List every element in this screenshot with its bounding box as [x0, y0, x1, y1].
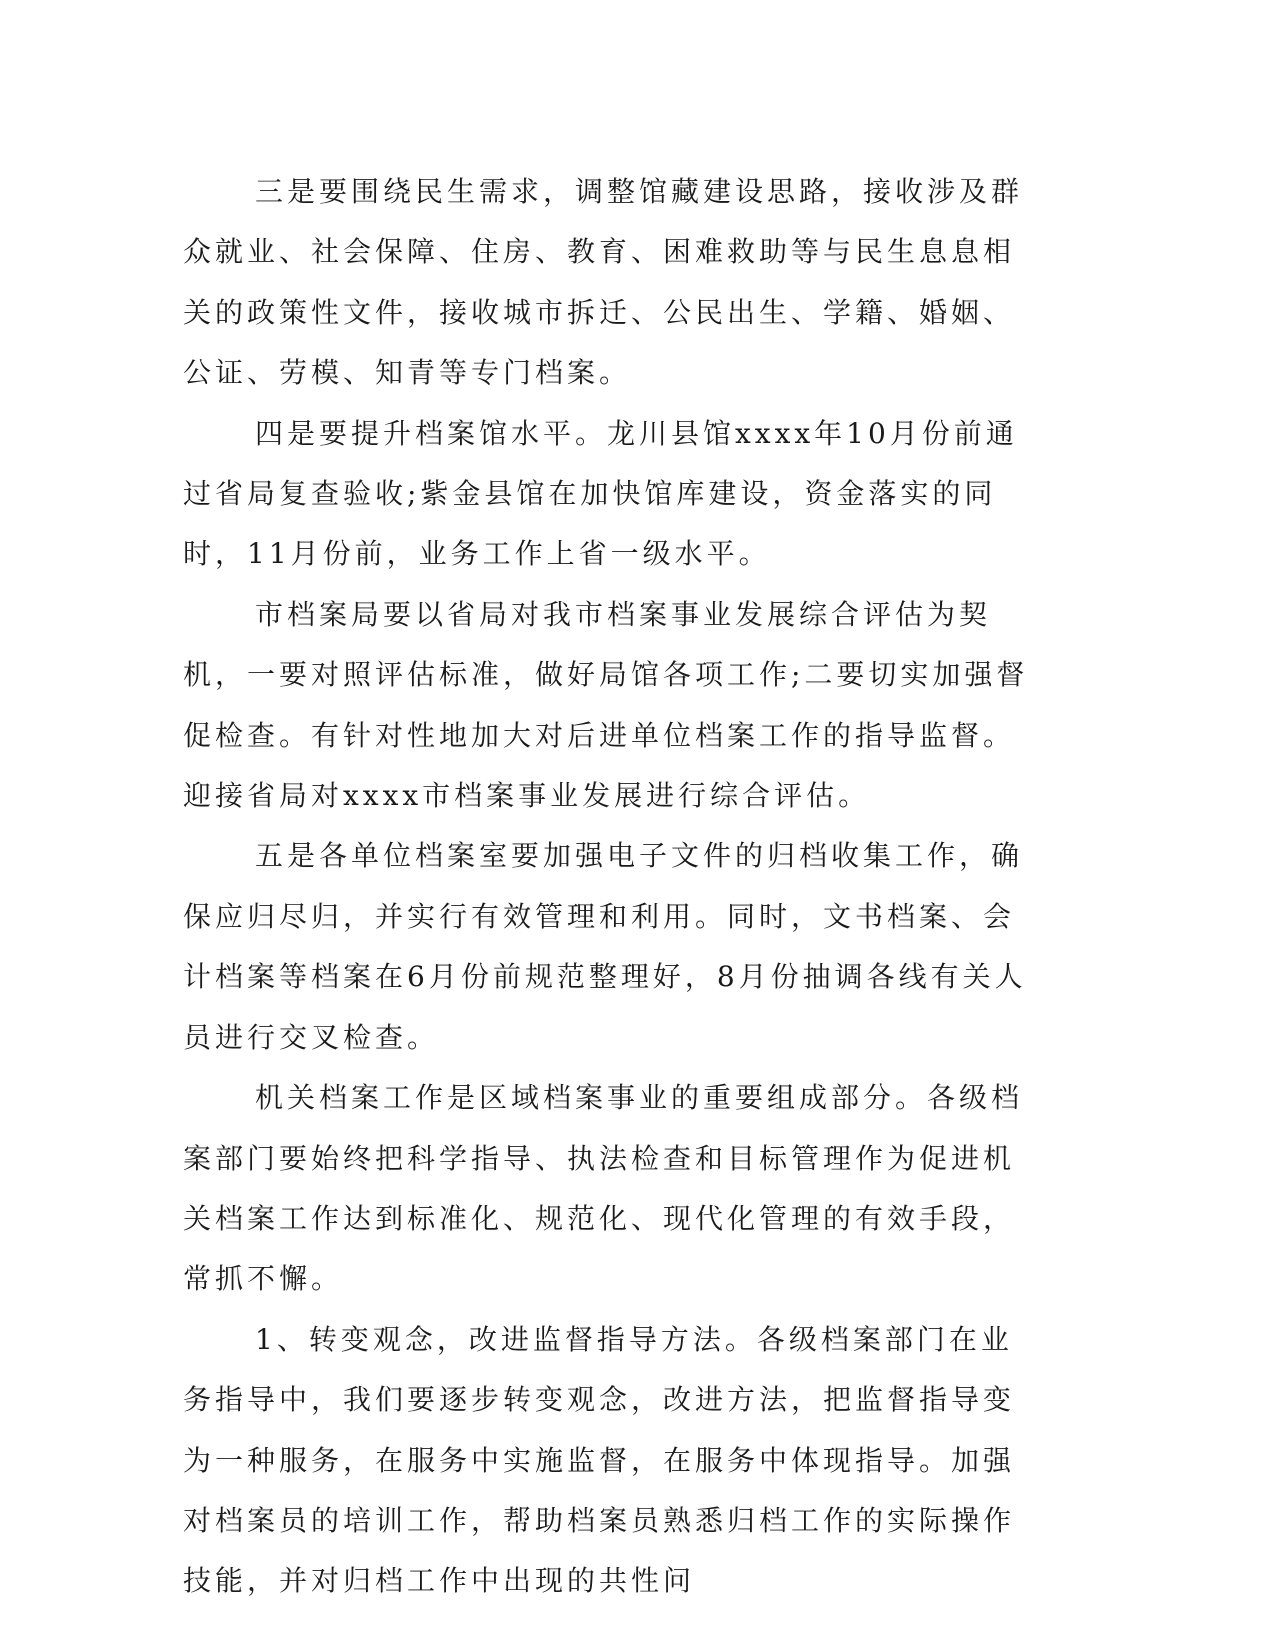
- paragraph-archive-level: 四是要提升档案馆水平。龙川县馆xxxx年10月份前通过省局复查验收;紫金县馆在加快馆库建设，资金落实的同时，11月份前，业务工作上省一级水平。: [183, 416, 1018, 571]
- paragraph-city-bureau-evaluation: 市档案局要以省局对我市档案事业发展综合评估为契机，一要对照评估标准，做好局馆各项工作;二要切实加强督促检查。有针对性地加大对后进单位档案工作的指导监督。迎接省局对xxxx市档案事业发展进行综合评估。: [183, 597, 1029, 813]
- paragraph-electronic-files: 五是各单位档案室要加强电子文件的归档收集工作，确保应归尽归，并实行有效管理和利用。同时，文书档案、会计档案等档案在6月份前规范整理好，8月份抽调各线有关人员进行交叉检查。: [183, 839, 1027, 1054]
- paragraph-agency-archives: 机关档案工作是区域档案事业的重要组成部分。各级档案部门要始终把科学指导、执法检查和目标管理作为促进机关档案工作达到标准化、规范化、现代化管理的有效手段，常抓不懈。: [183, 1081, 1024, 1296]
- document-body: [183, 162, 1043, 1612]
- paragraph-livelihood-archives: 三是要围绕民生需求，调整馆藏建设思路，接收涉及群众就业、社会保障、住房、教育、困难救助等与民生息息相关的政策性文件，接收城市拆迁、公民出生、学籍、婚姻、公证、劳模、知青等专门档案。: [183, 175, 1024, 390]
- paragraph-change-concepts: 1、转变观念，改进监督指导方法。各级档案部门在业务指导中，我们要逐步转变观念，改进方法，把监督指导变为一种服务，在服务中实施监督，在服务中体现指导。加强对档案员的培训工作，帮助档案员熟悉归档工作的实际操作技能，并对归档工作中出现的共性问: [183, 1322, 1016, 1598]
